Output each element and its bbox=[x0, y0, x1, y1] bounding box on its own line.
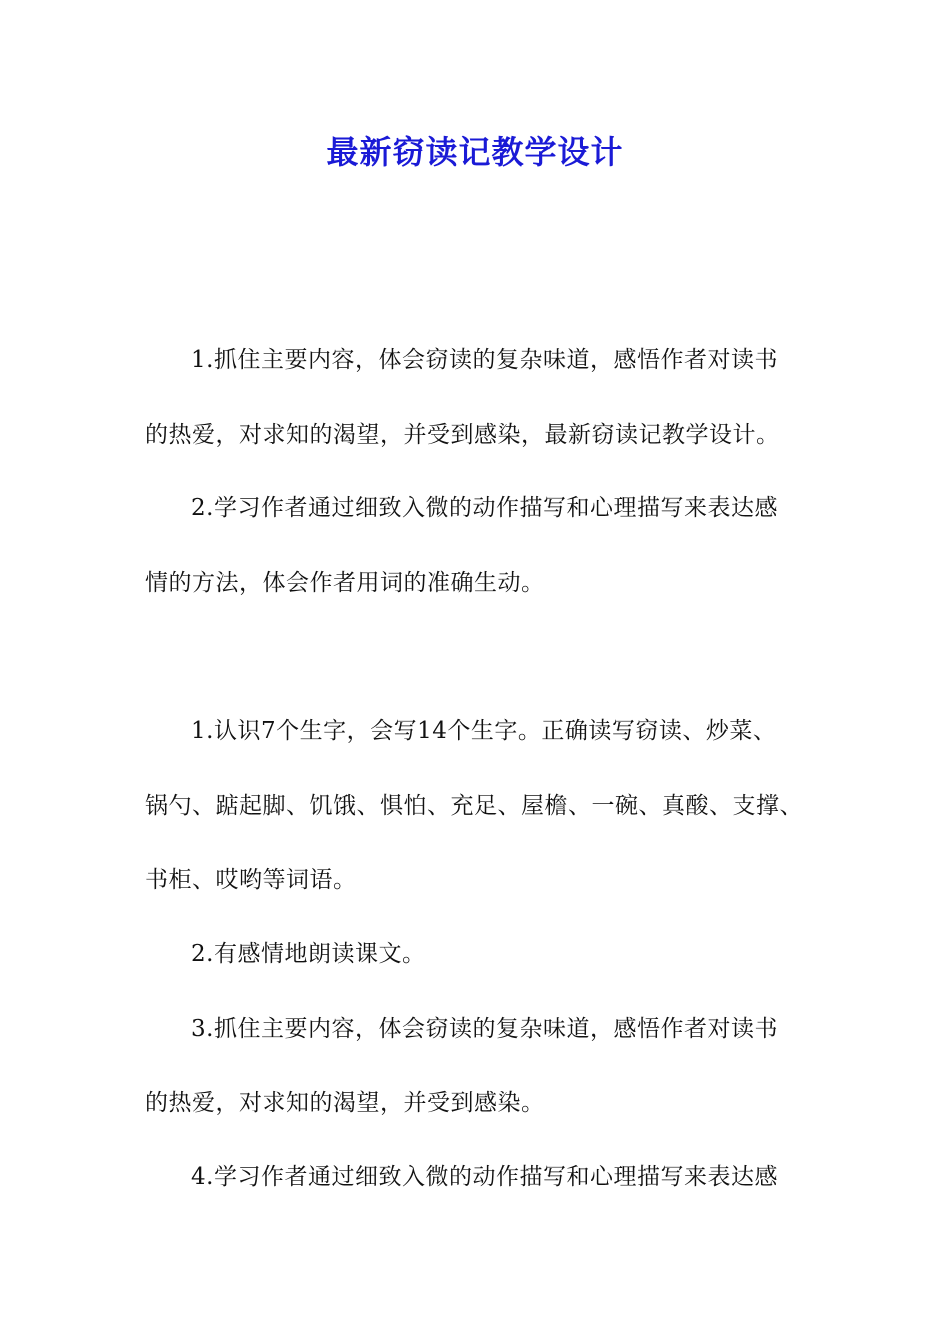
paragraph-line: 情的方法，体会作者用词的准确生动。 bbox=[145, 570, 545, 596]
paragraph-line: 的热爱，对求知的渴望，并受到感染。 bbox=[145, 1090, 545, 1116]
paragraph-line: 2.学习作者通过细致入微的动作描写和心理描写来表达感 bbox=[191, 495, 778, 521]
paragraph-line: 的热爱，对求知的渴望，并受到感染，最新窃读记教学设计。 bbox=[145, 422, 780, 448]
paragraph-line: 书柜、哎哟等词语。 bbox=[145, 867, 357, 893]
paragraph-line: 1.认识7个生字，会写14个生字。正确读写窃读、炒菜、 bbox=[191, 718, 777, 744]
paragraph-line: 2.有感情地朗读课文。 bbox=[191, 941, 426, 967]
paragraph-line: 3.抓住主要内容，体会窃读的复杂味道，感悟作者对读书 bbox=[191, 1016, 778, 1042]
paragraph-line: 1.抓住主要内容，体会窃读的复杂味道，感悟作者对读书 bbox=[191, 347, 778, 373]
document-title: 最新窃读记教学设计 bbox=[326, 133, 624, 171]
paragraph-line: 锅勺、踮起脚、饥饿、惧怕、充足、屋檐、一碗、真酸、支撑、 bbox=[145, 793, 803, 819]
paragraph-line: 4.学习作者通过细致入微的动作描写和心理描写来表达感 bbox=[191, 1164, 778, 1190]
